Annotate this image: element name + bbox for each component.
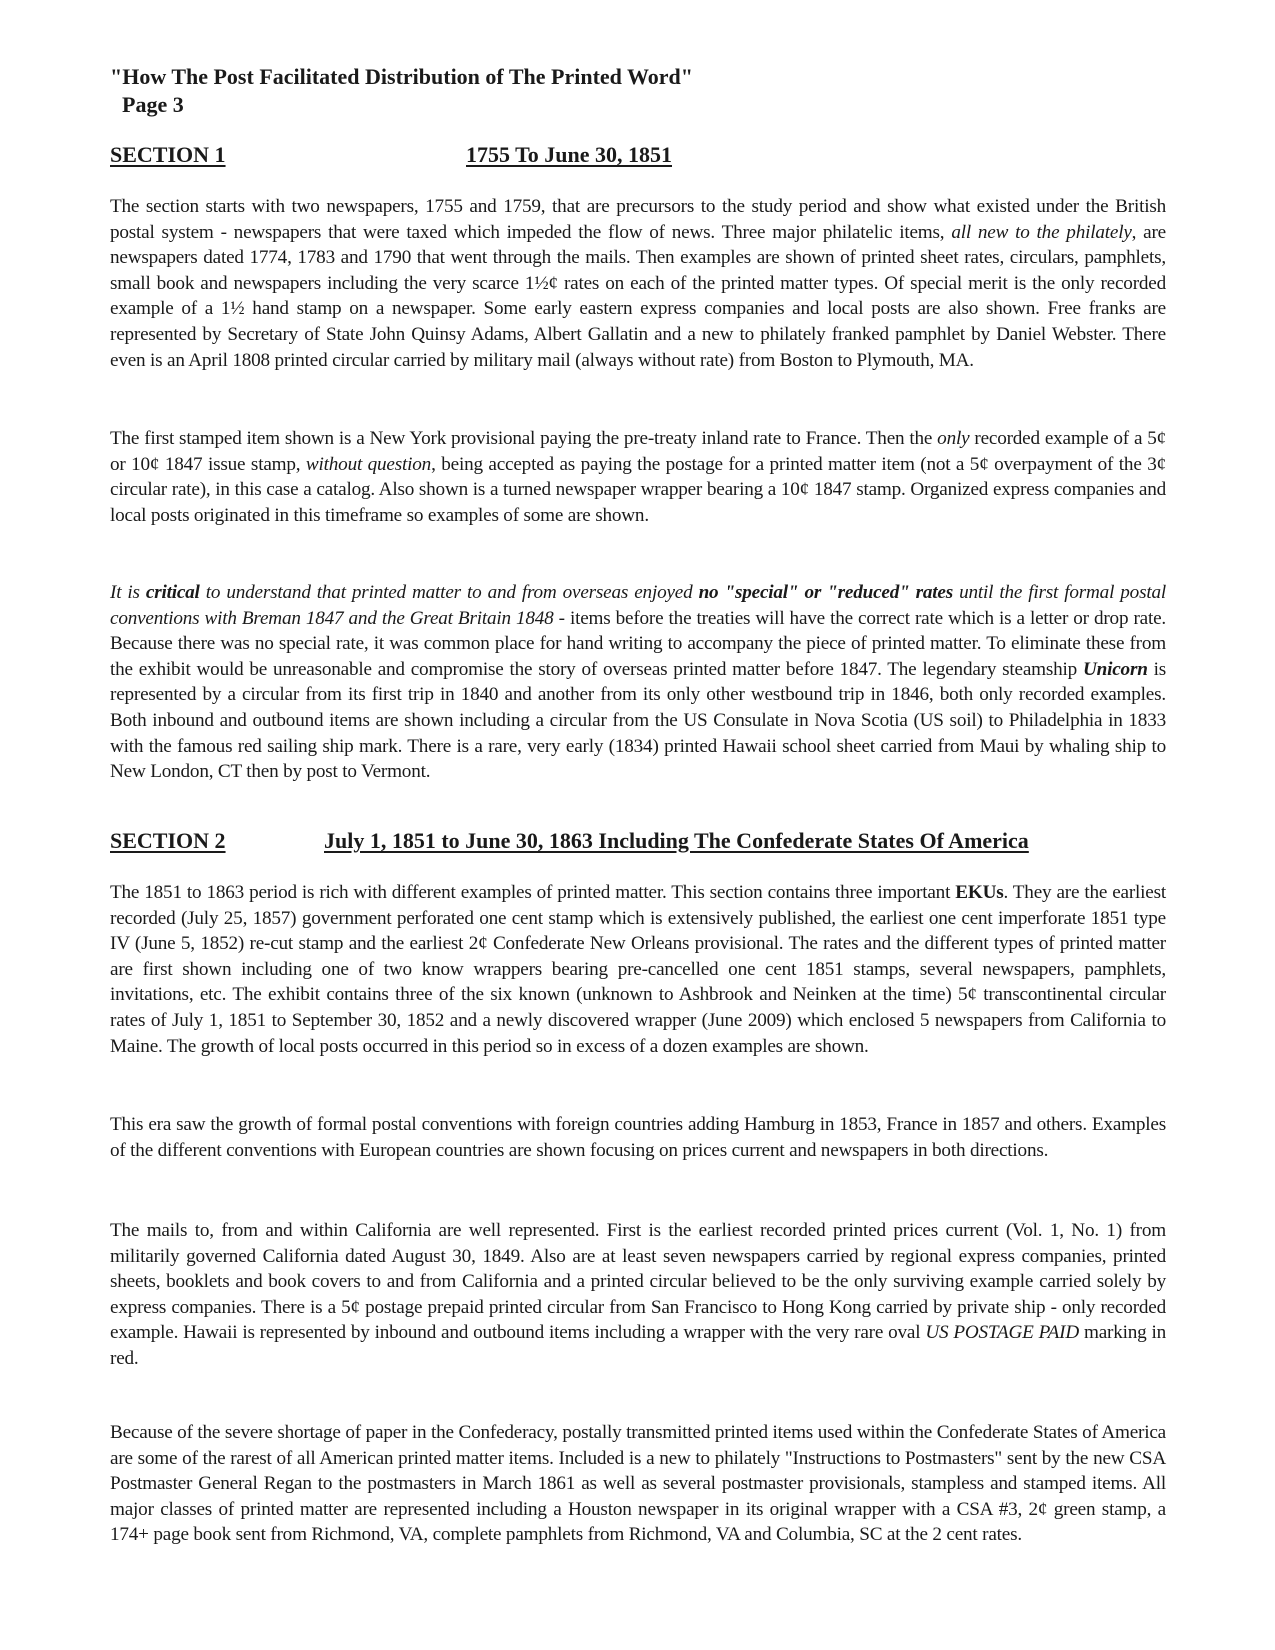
section-1-paragraph-3: It is critical to understand that printed matter to and from overseas enjoyed no "special" or "reduced" rates until the first formal postal conventions with Breman 1847 and the Great Britain 1848 - items before the treaties will have the correct rate which is a letter or drop rate. Because there was no special rate, it was common place for hand writing to accompany the piece of printed matter. To eliminate these from the exhibit would be unreasonable and compromise the story of overseas printed matter before 1847. The legendary steamship Unicorn is represented by a circular from its first trip in 1840 and another from its only other westbound trip in 1846, both only recorded examples. Both inbound and outbound items are shown including a circular from the US Consulate in Nova Scotia (US soil) to Philadelphia in 1833 with the famous red sailing ship mark. There is a rare, very early (1834) printed Hawaii school sheet carried from Maui by whaling ship to New London, CT then by post to Vermont. [110,582,1166,783]
page-number: Page 3 [122,92,184,117]
section-2-paragraph-4: Because of the severe shortage of paper in the Confederacy, postally transmitted printed items used within the Confederate States of America are some of the rarest of all American printed matter items. Included is a new to philately "Instructions to Postmasters" sent by the new CSA Postmaster General Regan to the postmasters in March 1861 as well as several postmaster provisionals, stampless and stamped items. All major classes of printed matter are represented including a Houston newspaper in its original wrapper with a CSA #3, 2¢ green stamp, a 174+ page book sent from Richmond, VA, complete pamphlets from Richmond, VA and Columbia, SC at the 2 cent rates. [110,1422,1166,1546]
section-1-period: 1755 To June 30, 1851 [466,142,672,167]
document-title: "How The Post Facilitated Distribution of The Printed Word" [110,64,693,89]
section-2-paragraph-3: The mails to, from and within California are well represented. First is the earliest recorded printed prices current (Vol. 1, No. 1) from militarily governed California dated August 30, 1849. Also are at least seven newspapers carried by regional express companies, printed sheets, booklets and book covers to and from California and a printed circular believed to be the only surviving example carried solely by express companies. There is a 5¢ postage prepaid printed circular from San Francisco to Hong Kong carried by private ship - only recorded example. Hawaii is represented by inbound and outbound items including a wrapper with the very rare oval US POSTAGE PAID marking in red. [110,1220,1167,1369]
section-1-paragraph-2: The first stamped item shown is a New York provisional paying the pre-treaty inland rate to France. Then the only recorded example of a 5¢ or 10¢ 1847 issue stamp, without question, being accepted as paying the postage for a printed matter item (not a 5¢ overpayment of the 3¢ circular rate), in this case a catalog. Also shown is a turned newspaper wrapper bearing a 10¢ 1847 stamp. Organized express companies and local posts originated in this timeframe so examples of some are shown. [110,428,1167,526]
section-1-label: SECTION 1 [110,142,226,167]
section-2-period: July 1, 1851 to June 30, 1863 Including The Confederate States Of America [324,828,1029,853]
section-2-paragraph-1: The 1851 to 1863 period is rich with different examples of printed matter. This section contains three important EKUs. They are the earliest recorded (July 25, 1857) government perforated one cent stamp which is extensively published, the earliest one cent imperforate 1851 type IV (June 5, 1852) re-cut stamp and the earliest 2¢ Confederate New Orleans provisional. The rates and the different types of printed matter are first shown including one of two know wrappers bearing pre-cancelled one cent 1851 stamps, several newspapers, pamphlets, invitations, etc. The exhibit contains three of the six known (unknown to Ashbrook and Neinken at the time) 5¢ transcontinental circular rates of July 1, 1851 to September 30, 1852 and a newly discovered wrapper (June 2009) which enclosed 5 newspapers from California to Maine. The growth of local posts occurred in this period so in excess of a dozen examples are shown. [110,882,1166,1057]
section-1-paragraph-1: The section starts with two newspapers, 1755 and 1759, that are precursors to the study period and show what existed under the British postal system - newspapers that were taxed which impeded the flow of news. Three major philatelic items, all new to the philately, are newspapers dated 1774, 1783 and 1790 that went through the mails. Then examples are shown of printed sheet rates, circulars, pamphlets, small book and newspapers including the very scarce 1½¢ rates on each of the printed matter types. Of special merit is the only recorded example of a 1½ hand stamp on a newspaper. Some early eastern express companies and local posts are also shown. Free franks are represented by Secretary of State John Quinsy Adams, Albert Gallatin and a new to philately franked pamphlet by Daniel Webster. There even is an April 1808 printed circular carried by military mail (always without rate) from Boston to Plymouth, MA. [110,196,1166,371]
section-2-label: SECTION 2 [110,828,226,853]
section-2-paragraph-2: This era saw the growth of formal postal conventions with foreign countries adding Hamburg in 1853, France in 1857 and others. Examples of the different conventions with European countries are shown focusing on prices current and newspapers in both directions. [110,1114,1166,1161]
